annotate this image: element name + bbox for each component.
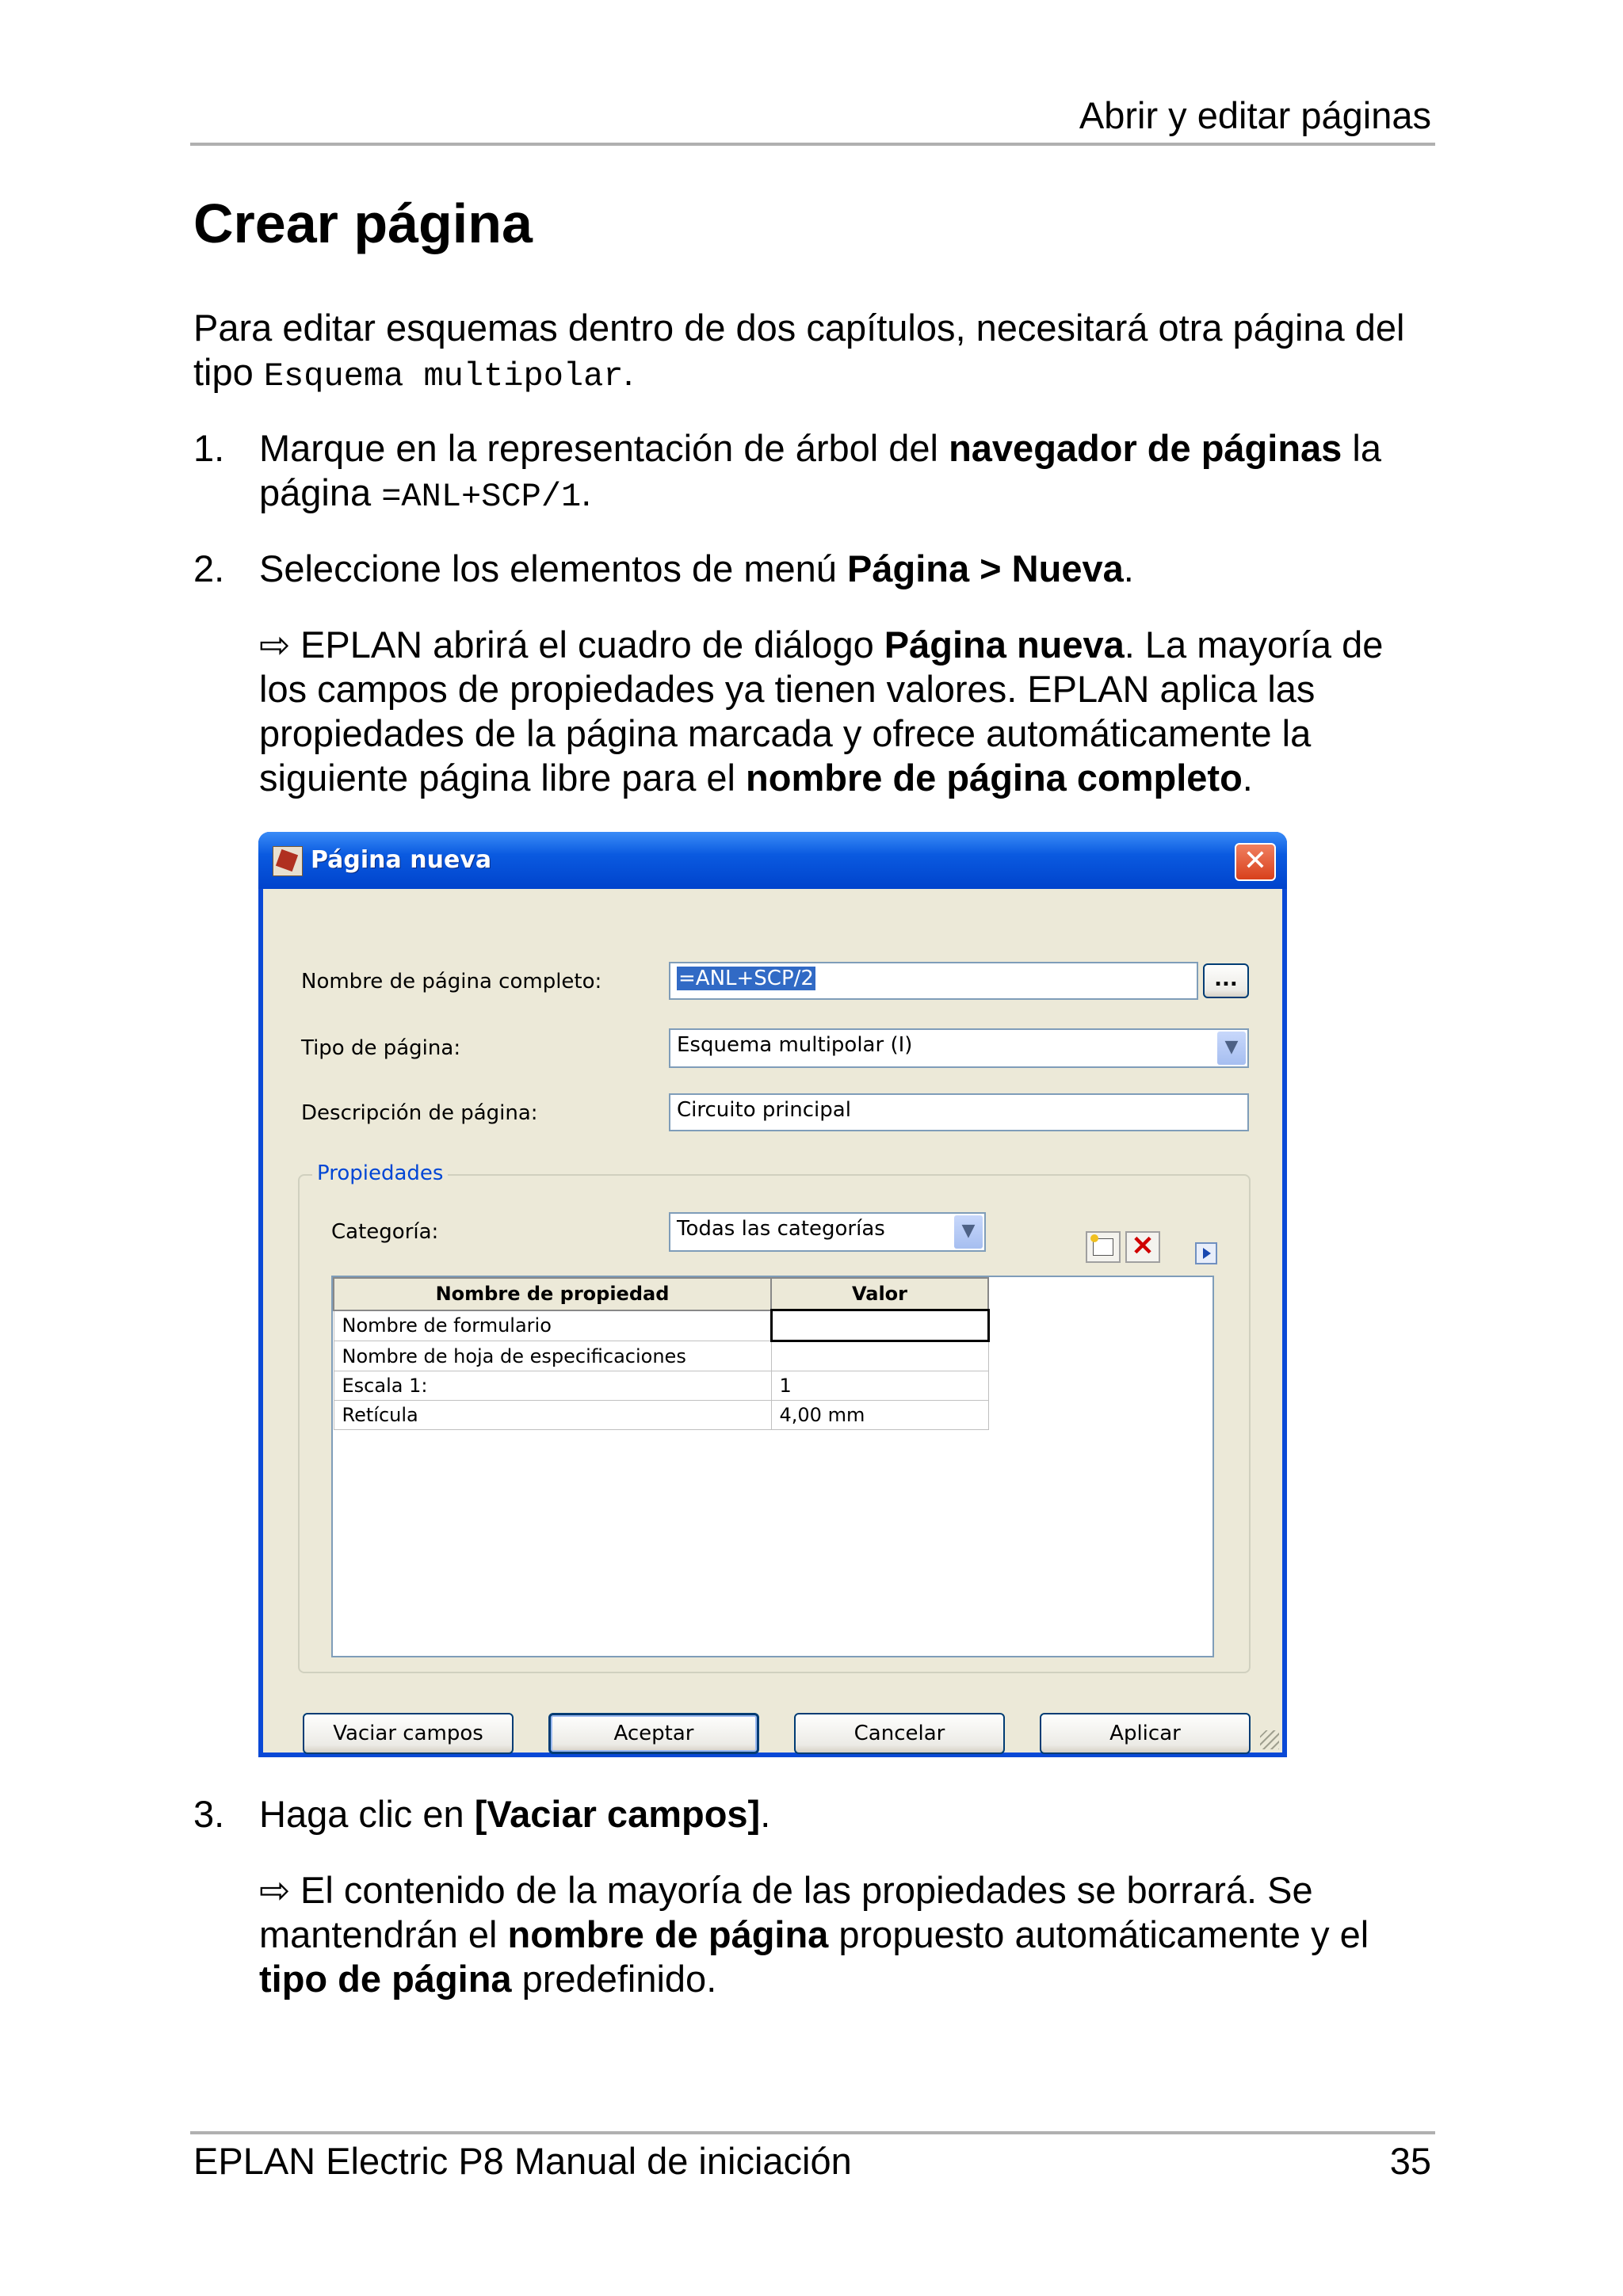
result-arrow-icon: ⇨ — [259, 624, 291, 666]
chevron-down-icon[interactable]: ▼ — [954, 1215, 983, 1249]
result-1-t3: . — [1242, 757, 1253, 799]
column-header-property[interactable]: Nombre de propiedad — [334, 1278, 771, 1310]
step-3-pre: Haga clic en — [259, 1793, 475, 1835]
step-3-number: 3. — [193, 1793, 225, 1835]
page-number: 35 — [1389, 2140, 1431, 2182]
category-select[interactable] — [669, 1212, 986, 1252]
intro-end: . — [623, 351, 634, 393]
ok-button[interactable]: Aceptar — [548, 1713, 759, 1754]
result-1-text — [259, 623, 1440, 800]
full-name-value: =ANL+SCP/2 — [678, 967, 814, 990]
close-button[interactable]: ✕ — [1235, 843, 1276, 881]
step-2-bold: Página > Nueva — [847, 547, 1124, 589]
result-1-b1: Página nueva — [884, 624, 1125, 666]
delete-property-icon[interactable]: ✕ — [1125, 1231, 1160, 1263]
property-value-cell[interactable] — [771, 1310, 988, 1341]
dialog-client-area — [263, 889, 1282, 1753]
expand-arrow-icon[interactable] — [1195, 1242, 1217, 1264]
new-property-icon[interactable] — [1086, 1231, 1121, 1263]
step-3-bold: [Vaciar campos] — [474, 1793, 761, 1835]
dialog-titlebar[interactable] — [258, 832, 1287, 889]
column-header-value[interactable]: Valor — [771, 1278, 988, 1310]
clear-fields-button[interactable]: Vaciar campos — [303, 1713, 514, 1754]
page-type-value: Esquema multipolar (I) — [677, 1033, 913, 1057]
table-row[interactable] — [334, 1371, 988, 1401]
category-label: Categoría: — [331, 1220, 439, 1244]
apply-button[interactable]: Aplicar — [1040, 1713, 1251, 1754]
step-1-pre: Marque en la representación de árbol del — [259, 427, 949, 469]
properties-group-label: Propiedades — [312, 1161, 448, 1185]
table-row[interactable] — [334, 1310, 988, 1341]
header-rule — [190, 143, 1435, 146]
new-page-dialog — [258, 832, 1287, 1757]
result-2-b2: tipo de página — [259, 1958, 512, 2000]
intro-paragraph — [193, 306, 1438, 399]
description-field[interactable] — [669, 1093, 1249, 1131]
step-1-end: . — [581, 471, 592, 513]
step-1-text — [259, 426, 1440, 519]
page-title: Crear página — [193, 193, 533, 254]
property-name-cell: Escala 1: — [334, 1371, 771, 1401]
intro-text: Para editar esquemas dentro de dos capítulos, necesitará otra página del tipo — [193, 307, 1405, 393]
category-value: Todas las categorías — [677, 1217, 885, 1241]
step-1-bold: navegador de páginas — [949, 427, 1342, 469]
intro-code: Esquema multipolar — [263, 357, 624, 395]
step-2-pre: Seleccione los elementos de menú — [259, 547, 847, 589]
cancel-button[interactable]: Cancelar — [794, 1713, 1005, 1754]
table-row[interactable] — [334, 1341, 988, 1371]
dialog-title: Página nueva — [311, 846, 492, 874]
property-grid[interactable] — [331, 1276, 1214, 1657]
property-value-cell[interactable] — [771, 1341, 988, 1371]
property-value-cell[interactable]: 1 — [771, 1371, 988, 1401]
chevron-down-icon[interactable]: ▼ — [1217, 1032, 1246, 1065]
property-name-cell: Nombre de hoja de especificaciones — [334, 1341, 771, 1371]
running-head: Abrir y editar páginas — [1079, 94, 1431, 136]
browse-button[interactable]: ... — [1203, 963, 1249, 998]
result-arrow-icon: ⇨ — [259, 1869, 291, 1911]
result-2-t3: predefinido. — [511, 1958, 717, 2000]
property-value-cell[interactable]: 4,00 mm — [771, 1401, 988, 1430]
description-label: Descripción de página: — [301, 1101, 538, 1125]
step-1-post: la página — [259, 427, 1381, 513]
full-name-field[interactable] — [669, 962, 1198, 1000]
table-row[interactable] — [334, 1401, 988, 1430]
step-3-post: . — [760, 1793, 771, 1835]
page-type-select[interactable] — [669, 1028, 1249, 1068]
full-name-label: Nombre de página completo: — [301, 970, 602, 994]
step-2-text — [259, 547, 1440, 591]
property-name-cell: Nombre de formulario — [334, 1310, 771, 1341]
step-1-number: 1. — [193, 427, 225, 469]
page-type-label: Tipo de página: — [301, 1036, 461, 1060]
result-1-b2: nombre de página completo — [746, 757, 1243, 799]
step-3-text — [259, 1792, 1440, 1836]
property-table — [333, 1277, 990, 1430]
result-1-t2: . La mayoría de los campos de propiedades ya tienen valores. EPLAN aplica las propiedades de la página marcada y ofrece automáticamente la siguiente página libre para el — [259, 624, 1384, 799]
resize-grip-icon[interactable] — [1260, 1730, 1279, 1749]
result-1-t1: EPLAN abrirá el cuadro de diálogo — [300, 624, 884, 666]
step-1-code: =ANL+SCP/1 — [381, 478, 582, 516]
description-value: Circuito principal — [677, 1098, 851, 1122]
eplan-app-icon — [273, 846, 303, 876]
result-2-t2: propuesto automáticamente y el — [828, 1913, 1369, 1955]
footer-title: EPLAN Electric P8 Manual de iniciación — [193, 2140, 852, 2182]
result-2-b1: nombre de página — [507, 1913, 829, 1955]
step-2-number: 2. — [193, 547, 225, 589]
result-2-t1: El contenido de la mayoría de las propiedades se borrará. Se mantendrán el — [259, 1869, 1313, 1955]
result-2-text — [259, 1868, 1440, 2001]
step-2-post: . — [1123, 547, 1134, 589]
footer-rule — [190, 2131, 1435, 2134]
property-name-cell: Retícula — [334, 1401, 771, 1430]
